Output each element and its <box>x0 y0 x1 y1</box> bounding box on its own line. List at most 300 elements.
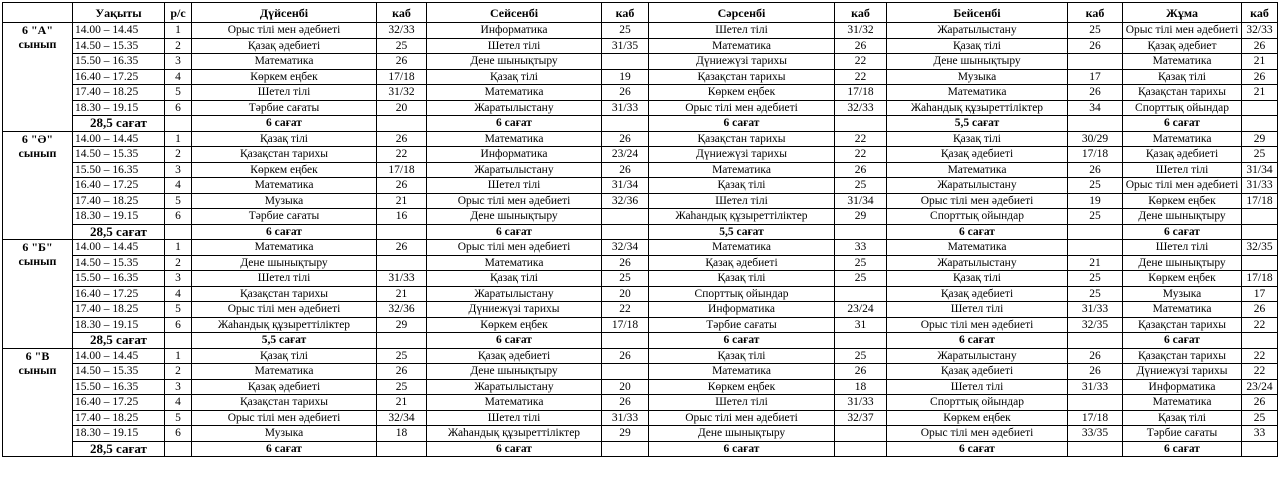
subject-mon: Көркем еңбек <box>192 162 377 178</box>
subject-wed: Спорттық ойындар <box>649 286 835 302</box>
lesson-time: 15.50 – 16.35 <box>73 379 165 395</box>
lesson-time: 14.50 – 15.35 <box>73 38 165 54</box>
lesson-number: 2 <box>165 38 192 54</box>
lesson-time: 14.50 – 15.35 <box>73 255 165 271</box>
total-hours: 28,5 сағат <box>73 333 165 349</box>
total-kab-wed <box>835 333 887 349</box>
lesson-number: 5 <box>165 193 192 209</box>
subject-wed: Информатика <box>649 302 835 318</box>
subject-fri: Математика <box>1123 54 1242 70</box>
subject-tue: Жаратылыстану <box>427 379 602 395</box>
subject-tue: Қазақ әдебиеті <box>427 348 602 364</box>
total-wed: 6 сағат <box>649 333 835 349</box>
subject-mon: Қазақстан тарихы <box>192 147 377 163</box>
cabinet-thu: 26 <box>1068 348 1123 364</box>
subject-tue: Математика <box>427 395 602 411</box>
total-kab-fri <box>1242 224 1278 240</box>
schedule-row <box>3 395 1278 411</box>
subject-tue: Жаратылыстану <box>427 286 602 302</box>
cabinet-wed: 32/33 <box>835 100 887 116</box>
subject-fri: Спорттық ойындар <box>1123 100 1242 116</box>
cabinet-fri <box>1242 209 1278 225</box>
total-fri: 6 сағат <box>1123 441 1242 457</box>
class-name-line1: 6 "Б" <box>22 240 53 254</box>
schedule-row <box>3 23 1278 39</box>
subject-mon: Дене шынықтыру <box>192 255 377 271</box>
cabinet-mon: 21 <box>377 193 427 209</box>
lesson-time: 14.50 – 15.35 <box>73 147 165 163</box>
subject-tue: Орыс тілі мен әдебиеті <box>427 193 602 209</box>
cabinet-wed: 29 <box>835 209 887 225</box>
cabinet-wed: 25 <box>835 255 887 271</box>
subject-fri: Қазақ әдебиеті <box>1123 147 1242 163</box>
subject-thu: Қазақ әдебиеті <box>887 286 1068 302</box>
total-kab-tue <box>602 224 649 240</box>
cabinet-tue: 25 <box>602 23 649 39</box>
subject-wed: Қазақ тілі <box>649 178 835 194</box>
cabinet-fri: 33 <box>1242 426 1278 442</box>
subject-tue: Шетел тілі <box>427 410 602 426</box>
lesson-time: 18.30 – 19.15 <box>73 209 165 225</box>
cabinet-wed: 26 <box>835 38 887 54</box>
total-row <box>3 333 1278 349</box>
total-kab-thu <box>1068 224 1123 240</box>
cabinet-mon: 31/33 <box>377 271 427 287</box>
cabinet-tue: 31/33 <box>602 100 649 116</box>
subject-fri: Қазақстан тарихы <box>1123 317 1242 333</box>
class-name-line1: 6 "В <box>25 348 50 363</box>
lesson-number: 2 <box>165 255 192 271</box>
total-hours: 28,5 сағат <box>73 224 165 240</box>
lesson-number: 4 <box>165 69 192 85</box>
subject-mon: Қазақ әдебиеті <box>192 379 377 395</box>
cabinet-thu <box>1068 395 1123 411</box>
lesson-time: 17.40 – 18.25 <box>73 410 165 426</box>
lesson-number: 6 <box>165 317 192 333</box>
subject-thu: Қазақ тілі <box>887 38 1068 54</box>
subject-wed: Қазақ әдебиеті <box>649 255 835 271</box>
total-kab-fri <box>1242 116 1278 132</box>
total-kab-fri <box>1242 333 1278 349</box>
lesson-time: 15.50 – 16.35 <box>73 162 165 178</box>
header-kab-monday: каб <box>377 3 427 23</box>
class-name <box>3 348 73 457</box>
subject-tue: Орыс тілі мен әдебиеті <box>427 240 602 256</box>
cabinet-fri: 26 <box>1242 302 1278 318</box>
schedule-row <box>3 100 1278 116</box>
cabinet-thu: 26 <box>1068 364 1123 380</box>
total-kab-wed <box>835 441 887 457</box>
cabinet-mon: 25 <box>377 38 427 54</box>
cabinet-tue: 23/24 <box>602 147 649 163</box>
total-wed: 5,5 сағат <box>649 224 835 240</box>
subject-mon: Тәрбие сағаты <box>192 100 377 116</box>
lesson-number: 3 <box>165 54 192 70</box>
subject-tue: Жаратылыстану <box>427 162 602 178</box>
class-name-line1: 6 "Ә" <box>21 131 54 146</box>
header-tuesday: Сейсенбі <box>427 3 602 23</box>
lesson-number: 1 <box>165 240 192 256</box>
header-kab-wednesday: каб <box>835 3 887 23</box>
cabinet-tue: 26 <box>602 131 649 147</box>
cabinet-thu: 17/18 <box>1068 147 1123 163</box>
schedule-row <box>3 162 1278 178</box>
total-wed: 6 сағат <box>649 441 835 457</box>
cabinet-wed: 25 <box>835 271 887 287</box>
subject-mon: Қазақстан тарихы <box>192 395 377 411</box>
schedule-body <box>3 23 1278 457</box>
total-kab-mon <box>377 116 427 132</box>
cabinet-thu: 25 <box>1068 178 1123 194</box>
subject-wed: Тәрбие сағаты <box>649 317 835 333</box>
lesson-time: 16.40 – 17.25 <box>73 395 165 411</box>
class-name-line2: сынып <box>18 37 57 51</box>
cabinet-mon: 17/18 <box>377 69 427 85</box>
subject-wed: Орыс тілі мен әдебиеті <box>649 410 835 426</box>
cabinet-tue: 26 <box>602 255 649 271</box>
lesson-time: 14.00 – 14.45 <box>73 240 165 256</box>
subject-mon: Қазақ тілі <box>192 348 377 364</box>
total-thu: 6 сағат <box>887 333 1068 349</box>
cabinet-tue <box>602 364 649 380</box>
total-mon: 6 сағат <box>192 116 377 132</box>
lesson-time: 18.30 – 19.15 <box>73 317 165 333</box>
lesson-number: 6 <box>165 209 192 225</box>
cabinet-tue: 20 <box>602 286 649 302</box>
header-kab-thursday: каб <box>1068 3 1123 23</box>
cabinet-mon: 26 <box>377 178 427 194</box>
subject-fri: Тәрбие сағаты <box>1123 426 1242 442</box>
cabinet-wed: 22 <box>835 54 887 70</box>
cabinet-mon: 29 <box>377 317 427 333</box>
subject-fri: Көркем еңбек <box>1123 271 1242 287</box>
cabinet-wed <box>835 286 887 302</box>
class-name-line2: сынып <box>18 254 57 268</box>
lesson-number: 4 <box>165 395 192 411</box>
total-tue: 6 сағат <box>427 224 602 240</box>
cabinet-mon: 32/33 <box>377 23 427 39</box>
cabinet-thu: 25 <box>1068 271 1123 287</box>
lesson-number: 6 <box>165 426 192 442</box>
class-name-line2: сынып <box>18 145 57 160</box>
subject-thu: Спорттық ойындар <box>887 209 1068 225</box>
subject-tue: Қазақ тілі <box>427 69 602 85</box>
total-thu: 5,5 сағат <box>887 116 1068 132</box>
subject-wed: Математика <box>649 162 835 178</box>
cabinet-thu: 26 <box>1068 38 1123 54</box>
total-kab-fri <box>1242 441 1278 457</box>
subject-mon: Орыс тілі мен әдебиеті <box>192 302 377 318</box>
schedule-row <box>3 85 1278 101</box>
lesson-time: 18.30 – 19.15 <box>73 426 165 442</box>
subject-fri: Музыка <box>1123 286 1242 302</box>
lesson-time: 14.00 – 14.45 <box>73 23 165 39</box>
cabinet-wed: 32/37 <box>835 410 887 426</box>
header-class <box>3 3 73 23</box>
subject-mon: Шетел тілі <box>192 271 377 287</box>
cabinet-thu <box>1068 240 1123 256</box>
total-mon: 6 сағат <box>192 441 377 457</box>
lesson-number: 5 <box>165 85 192 101</box>
cabinet-thu: 19 <box>1068 193 1123 209</box>
subject-fri: Дене шынықтыру <box>1123 255 1242 271</box>
subject-tue: Математика <box>427 255 602 271</box>
cabinet-thu: 30/29 <box>1068 131 1123 147</box>
schedule-row <box>3 255 1278 271</box>
cabinet-fri: 26 <box>1242 38 1278 54</box>
class-name <box>3 131 73 240</box>
cabinet-mon: 25 <box>377 379 427 395</box>
schedule-row <box>3 364 1278 380</box>
cabinet-wed: 22 <box>835 131 887 147</box>
subject-wed: Жаһандық құзыреттіліктер <box>649 209 835 225</box>
cabinet-fri: 26 <box>1242 395 1278 411</box>
cabinet-thu: 17/18 <box>1068 410 1123 426</box>
total-fri: 6 сағат <box>1123 116 1242 132</box>
header-num: р/с <box>165 3 192 23</box>
subject-fri: Информатика <box>1123 379 1242 395</box>
subject-wed: Дүниежүзі тарихы <box>649 147 835 163</box>
cabinet-fri: 17 <box>1242 286 1278 302</box>
total-wed: 6 сағат <box>649 116 835 132</box>
subject-thu: Қазақ тілі <box>887 271 1068 287</box>
total-row <box>3 224 1278 240</box>
total-kab-wed <box>835 224 887 240</box>
cabinet-fri: 22 <box>1242 364 1278 380</box>
cabinet-mon: 21 <box>377 395 427 411</box>
cabinet-fri: 22 <box>1242 317 1278 333</box>
cabinet-fri <box>1242 100 1278 116</box>
cabinet-mon: 17/18 <box>377 162 427 178</box>
subject-tue: Дене шынықтыру <box>427 209 602 225</box>
subject-fri: Орыс тілі мен әдебиеті <box>1123 178 1242 194</box>
cabinet-wed: 23/24 <box>835 302 887 318</box>
subject-tue: Информатика <box>427 23 602 39</box>
cabinet-thu: 25 <box>1068 286 1123 302</box>
lesson-number: 3 <box>165 162 192 178</box>
subject-tue: Шетел тілі <box>427 38 602 54</box>
subject-thu: Математика <box>887 162 1068 178</box>
subject-fri: Шетел тілі <box>1123 162 1242 178</box>
cabinet-tue: 32/34 <box>602 240 649 256</box>
cabinet-mon: 22 <box>377 147 427 163</box>
cabinet-wed: 25 <box>835 178 887 194</box>
schedule-row <box>3 131 1278 147</box>
total-kab-mon <box>377 333 427 349</box>
header-kab-tuesday: каб <box>602 3 649 23</box>
subject-thu: Музыка <box>887 69 1068 85</box>
lesson-number: 1 <box>165 348 192 364</box>
cabinet-tue: 26 <box>602 395 649 411</box>
cabinet-thu <box>1068 54 1123 70</box>
subject-tue: Математика <box>427 131 602 147</box>
schedule-row <box>3 69 1278 85</box>
subject-wed: Дене шынықтыру <box>649 426 835 442</box>
total-row <box>3 441 1278 457</box>
cabinet-thu: 17 <box>1068 69 1123 85</box>
lesson-time: 14.50 – 15.35 <box>73 364 165 380</box>
subject-tue: Қазақ тілі <box>427 271 602 287</box>
schedule-row <box>3 426 1278 442</box>
subject-tue: Көркем еңбек <box>427 317 602 333</box>
subject-mon: Музыка <box>192 193 377 209</box>
total-tue: 6 сағат <box>427 116 602 132</box>
schedule-row <box>3 38 1278 54</box>
cabinet-tue <box>602 209 649 225</box>
lesson-time: 16.40 – 17.25 <box>73 178 165 194</box>
total-thu: 6 сағат <box>887 224 1068 240</box>
lesson-number: 3 <box>165 379 192 395</box>
total-fri: 6 сағат <box>1123 224 1242 240</box>
subject-thu: Математика <box>887 85 1068 101</box>
header-wednesday: Сәрсенбі <box>649 3 835 23</box>
cabinet-mon: 18 <box>377 426 427 442</box>
subject-thu: Жаратылыстану <box>887 348 1068 364</box>
total-kab-wed <box>835 116 887 132</box>
cabinet-wed: 25 <box>835 348 887 364</box>
cabinet-mon: 26 <box>377 364 427 380</box>
cabinet-mon: 26 <box>377 54 427 70</box>
cabinet-wed: 22 <box>835 147 887 163</box>
lesson-number: 5 <box>165 410 192 426</box>
subject-fri: Қазақ тілі <box>1123 69 1242 85</box>
schedule-row <box>3 54 1278 70</box>
cabinet-tue: 26 <box>602 348 649 364</box>
schedule-row <box>3 348 1278 364</box>
subject-tue: Дүниежүзі тарихы <box>427 302 602 318</box>
schedule-row <box>3 193 1278 209</box>
cabinet-wed: 22 <box>835 69 887 85</box>
lesson-time: 14.00 – 14.45 <box>73 131 165 147</box>
total-hours: 28,5 сағат <box>73 441 165 457</box>
cabinet-thu: 26 <box>1068 162 1123 178</box>
cabinet-tue <box>602 54 649 70</box>
lesson-number: 2 <box>165 364 192 380</box>
cabinet-fri: 23/24 <box>1242 379 1278 395</box>
subject-fri: Математика <box>1123 302 1242 318</box>
cabinet-wed: 17/18 <box>835 85 887 101</box>
total-tue: 6 сағат <box>427 333 602 349</box>
lesson-number: 4 <box>165 178 192 194</box>
subject-wed: Шетел тілі <box>649 23 835 39</box>
subject-wed: Шетел тілі <box>649 395 835 411</box>
cabinet-wed: 31 <box>835 317 887 333</box>
cabinet-tue: 31/34 <box>602 178 649 194</box>
subject-thu: Қазақ тілі <box>887 131 1068 147</box>
cabinet-fri: 26 <box>1242 69 1278 85</box>
total-kab-tue <box>602 333 649 349</box>
cabinet-mon: 32/36 <box>377 302 427 318</box>
subject-wed: Көркем еңбек <box>649 379 835 395</box>
subject-fri: Қазақ әдебиет <box>1123 38 1242 54</box>
total-kab-mon <box>377 441 427 457</box>
cabinet-tue: 29 <box>602 426 649 442</box>
cabinet-fri: 21 <box>1242 54 1278 70</box>
subject-thu: Математика <box>887 240 1068 256</box>
subject-tue: Дене шынықтыру <box>427 364 602 380</box>
subject-thu: Жаратылыстану <box>887 178 1068 194</box>
cabinet-mon <box>377 255 427 271</box>
total-empty <box>165 333 192 349</box>
subject-thu: Орыс тілі мен әдебиеті <box>887 426 1068 442</box>
cabinet-thu: 32/35 <box>1068 317 1123 333</box>
lesson-time: 18.30 – 19.15 <box>73 100 165 116</box>
total-kab-tue <box>602 441 649 457</box>
lesson-number: 3 <box>165 271 192 287</box>
lesson-time: 17.40 – 18.25 <box>73 193 165 209</box>
lesson-time: 15.50 – 16.35 <box>73 271 165 287</box>
total-empty <box>165 441 192 457</box>
cabinet-fri: 32/33 <box>1242 23 1278 39</box>
subject-thu: Қазақ әдебиеті <box>887 147 1068 163</box>
total-fri: 6 сағат <box>1123 333 1242 349</box>
subject-tue: Жаһандық құзыреттіліктер <box>427 426 602 442</box>
cabinet-tue: 19 <box>602 69 649 85</box>
lesson-number: 2 <box>165 147 192 163</box>
subject-tue: Шетел тілі <box>427 178 602 194</box>
cabinet-tue: 22 <box>602 302 649 318</box>
lesson-number: 6 <box>165 100 192 116</box>
total-kab-mon <box>377 224 427 240</box>
header-row <box>3 3 1278 23</box>
cabinet-thu: 34 <box>1068 100 1123 116</box>
cabinet-tue: 26 <box>602 162 649 178</box>
cabinet-fri: 21 <box>1242 85 1278 101</box>
subject-wed: Қазақ тілі <box>649 271 835 287</box>
lesson-time: 16.40 – 17.25 <box>73 69 165 85</box>
cabinet-tue: 32/36 <box>602 193 649 209</box>
class-name-line2: сынып <box>18 362 57 377</box>
cabinet-tue: 20 <box>602 379 649 395</box>
cabinet-wed: 18 <box>835 379 887 395</box>
total-row <box>3 116 1278 132</box>
subject-mon: Математика <box>192 54 377 70</box>
schedule-row <box>3 317 1278 333</box>
cabinet-mon: 21 <box>377 286 427 302</box>
lesson-time: 16.40 – 17.25 <box>73 286 165 302</box>
schedule-row <box>3 302 1278 318</box>
lesson-time: 14.00 – 14.45 <box>73 348 165 364</box>
cabinet-tue: 17/18 <box>602 317 649 333</box>
subject-wed: Қазақстан тарихы <box>649 69 835 85</box>
cabinet-wed: 31/34 <box>835 193 887 209</box>
subject-fri: Қазақ тілі <box>1123 410 1242 426</box>
cabinet-wed <box>835 426 887 442</box>
cabinet-thu: 26 <box>1068 85 1123 101</box>
subject-mon: Математика <box>192 364 377 380</box>
subject-fri: Дүниежүзі тарихы <box>1123 364 1242 380</box>
schedule-row <box>3 286 1278 302</box>
subject-mon: Қазақ тілі <box>192 131 377 147</box>
subject-mon: Тәрбие сағаты <box>192 209 377 225</box>
cabinet-fri <box>1242 255 1278 271</box>
cabinet-fri: 22 <box>1242 348 1278 364</box>
total-mon: 5,5 сағат <box>192 333 377 349</box>
subject-mon: Қазақстан тарихы <box>192 286 377 302</box>
cabinet-wed: 26 <box>835 364 887 380</box>
subject-mon: Математика <box>192 240 377 256</box>
cabinet-mon: 26 <box>377 240 427 256</box>
schedule-table <box>2 2 1278 457</box>
subject-fri: Дене шынықтыру <box>1123 209 1242 225</box>
cabinet-mon: 20 <box>377 100 427 116</box>
total-kab-tue <box>602 116 649 132</box>
cabinet-tue: 26 <box>602 85 649 101</box>
cabinet-thu: 31/33 <box>1068 379 1123 395</box>
cabinet-wed: 33 <box>835 240 887 256</box>
subject-wed: Математика <box>649 240 835 256</box>
cabinet-fri: 25 <box>1242 410 1278 426</box>
